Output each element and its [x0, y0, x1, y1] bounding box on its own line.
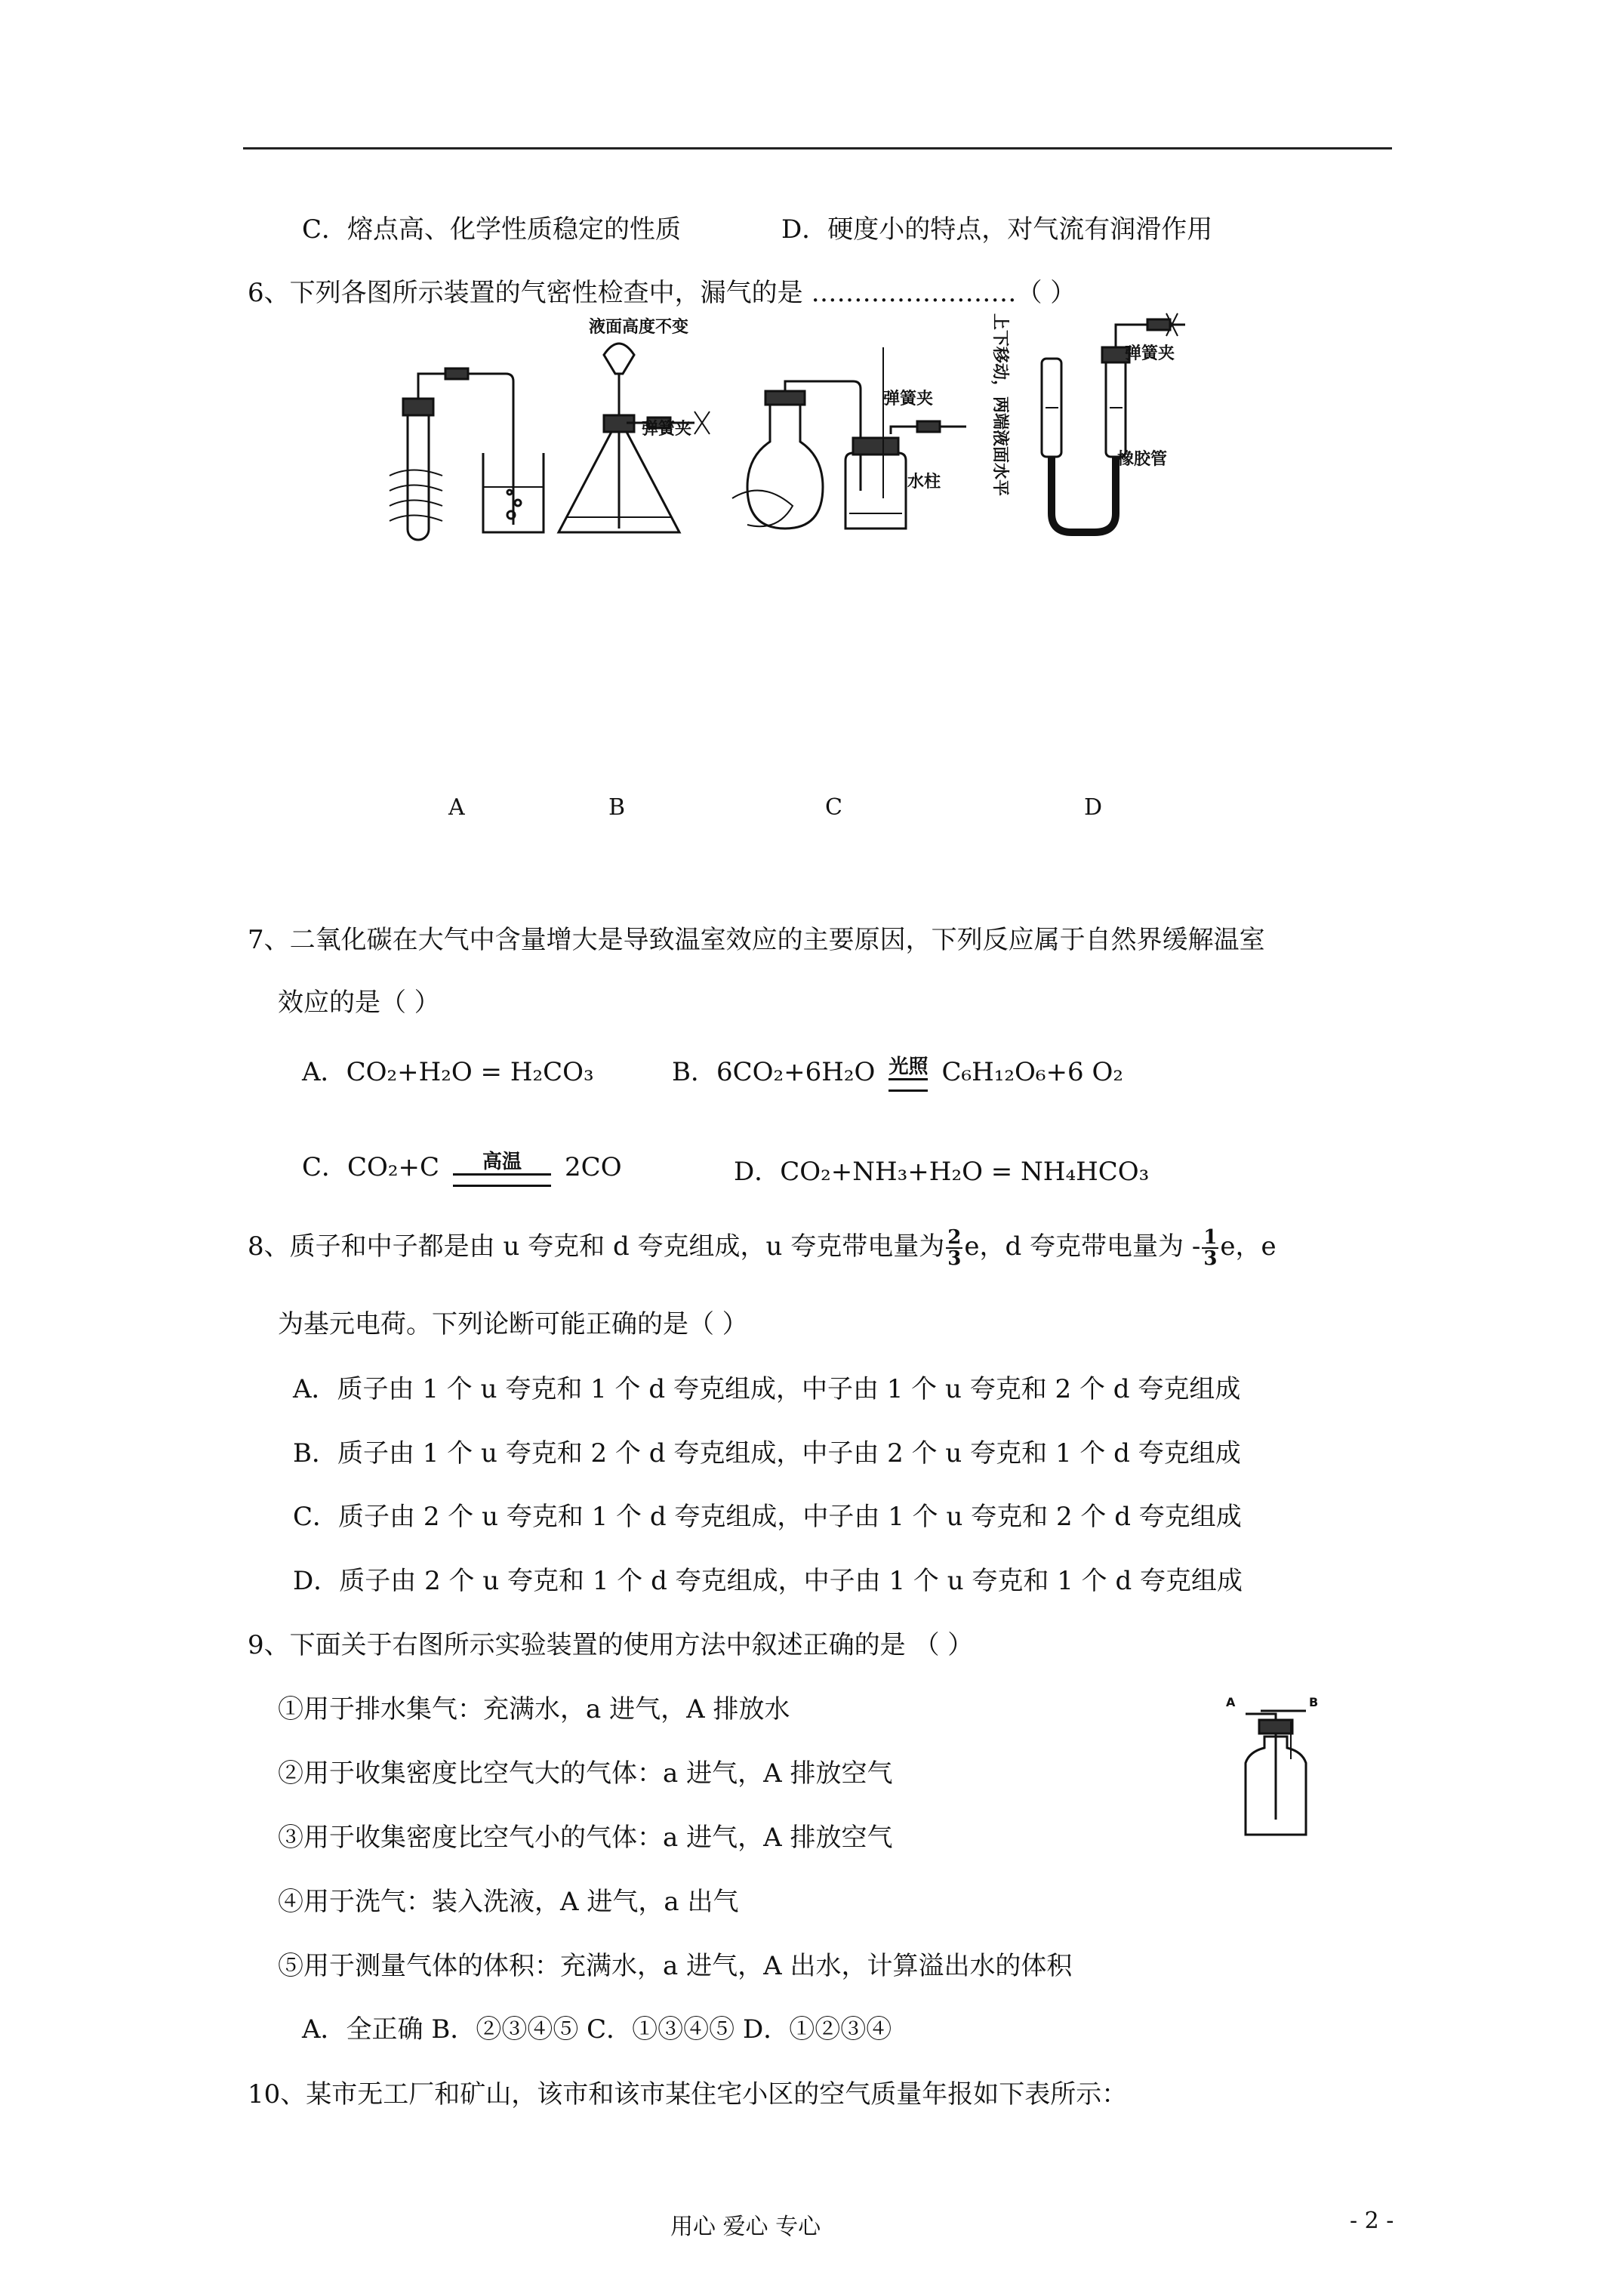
q7-a-label: A．	[302, 1057, 346, 1087]
q8-frac1-den: 3	[947, 1247, 962, 1270]
fig-label-b-clip: 弹簧夹	[642, 420, 692, 439]
q9-fig-label-b: B	[1309, 1695, 1319, 1709]
q5-option-c: C．熔点高、化学性质稳定的性质	[302, 214, 682, 245]
q8-option-d: D．质子由 2 个 u 夸克和 1 个 d 夸克组成，中子由 1 个 u 夸克和 1 个 d 夸克组成	[293, 1566, 1243, 1596]
q7-c-lhs: CO₂+C	[347, 1152, 440, 1182]
q7-c-equals-bars	[453, 1173, 551, 1187]
q7-b-cond-text: 光照	[888, 1056, 929, 1078]
q7-c-rhs: 2CO	[565, 1152, 622, 1182]
q7-option-b	[672, 1056, 1123, 1092]
q7-option-a	[302, 1056, 594, 1089]
fig-label-d-clip: 弹簧夹	[1125, 344, 1175, 363]
q7-b-condition	[888, 1056, 928, 1092]
q7-b-label: B．	[672, 1057, 716, 1087]
page-number: - 2 -	[1350, 2208, 1394, 2234]
q8-stem-a: 8、质子和中子都是由 u 夸克和 d 夸克组成，u 夸克带电量为	[248, 1231, 945, 1262]
q6-label-a: A	[448, 794, 465, 821]
q8-frac2-num: 1	[1203, 1226, 1218, 1249]
q7-option-d	[734, 1155, 1149, 1188]
q7-c-label: C．	[302, 1152, 348, 1182]
fig-label-d-side: 上下移动，两端液面水平	[990, 313, 1009, 497]
q6-label-c: C	[825, 794, 842, 821]
q6-stem: 6、下列各图所示装置的气密性检查中，漏气的是 ……………………（ ）	[248, 278, 1076, 308]
q7-c-condition	[453, 1151, 551, 1187]
q9-item-4: ④用于洗气：装入洗液，A 进气，a 出气	[278, 1887, 739, 1917]
q6-label-b: B	[608, 794, 626, 821]
apparatus-c	[732, 347, 966, 529]
q6-apparatus-figure	[362, 302, 1253, 551]
q8-option-a: A．质子由 1 个 u 夸克和 1 个 d 夸克组成，中子由 1 个 u 夸克和 2 个 d 夸克组成	[293, 1374, 1241, 1404]
q8-stem-line1	[248, 1228, 1277, 1268]
q9-fig-label-a: A	[1226, 1695, 1236, 1709]
q7-b-lhs: 6CO₂+6H₂O	[716, 1057, 876, 1087]
q7-stem-line1: 7、二氧化碳在大气中含量增大是导致温室效应的主要原因，下列反应属于自然界缓解温室	[248, 925, 1265, 955]
q7-stem-line2: 效应的是（ ）	[278, 988, 440, 1018]
q5-option-d: D．硬度小的特点，对气流有润滑作用	[781, 214, 1213, 245]
q7-b-equals-bars	[888, 1078, 928, 1092]
q10-stem: 10、某市无工厂和矿山，该市和该市某住宅小区的空气质量年报如下表所示：	[248, 2079, 1128, 2110]
q9-item-3: ③用于收集密度比空气小的气体：a 进气，A 排放空气	[278, 1823, 893, 1853]
q8-fraction-one-third	[1202, 1228, 1218, 1268]
fig-label-c-clip: 弹簧夹	[883, 390, 934, 408]
q7-b-rhs: C₆H₁₂O₆+6 O₂	[941, 1057, 1123, 1087]
q7-d-label: D．	[734, 1157, 781, 1187]
q8-stem-b: e，d 夸克带电量为 -	[964, 1231, 1201, 1262]
q8-frac2-den: 3	[1203, 1247, 1218, 1270]
q8-frac1-num: 2	[947, 1226, 962, 1249]
q6-label-d: D	[1084, 794, 1103, 821]
q8-stem-line2: 为基元电荷。下列论断可能正确的是（ ）	[278, 1309, 748, 1339]
q8-option-c: C．质子由 2 个 u 夸克和 1 个 d 夸克组成，中子由 1 个 u 夸克和 2 个 d 夸克组成	[293, 1502, 1242, 1532]
q8-option-b: B．质子由 1 个 u 夸克和 2 个 d 夸克组成，中子由 2 个 u 夸克和 1 个 d 夸克组成	[293, 1438, 1241, 1469]
apparatus-a	[390, 368, 544, 540]
fig-label-b-level: 液面高度不变	[589, 318, 689, 337]
q7-option-c	[302, 1151, 622, 1187]
q9-item-5: ⑤用于测量气体的体积：充满水，a 进气，A 出水，计算溢出水的体积	[278, 1951, 1073, 1981]
q9-stem: 9、下面关于右图所示实验装置的使用方法中叙述正确的是 （ ）	[248, 1630, 974, 1660]
q7-a-equation: CO₂+H₂O = H₂CO₃	[346, 1057, 594, 1087]
footer-motto: 用心 爱心 专心	[670, 2214, 821, 2240]
q7-d-equation: CO₂+NH₃+H₂O = NH₄HCO₃	[780, 1157, 1150, 1187]
q7-c-cond-text: 高温	[482, 1151, 522, 1173]
q9-item-2: ②用于收集密度比空气大的气体：a 进气，A 排放空气	[278, 1758, 893, 1789]
q9-item-1: ①用于排水集气：充满水，a 进气，A 排放水	[278, 1694, 790, 1724]
q9-options: A．全正确 B．②③④⑤ C．①③④⑤ D．①②③④	[302, 2014, 892, 2045]
fig-label-d-tube: 橡胶管	[1117, 450, 1168, 469]
header-rule	[243, 147, 1392, 149]
q8-stem-c: e，e	[1220, 1231, 1277, 1262]
q8-fraction-two-thirds	[946, 1228, 962, 1268]
q9-gas-bottle-figure	[1223, 1691, 1329, 1842]
fig-label-c-water: 水柱	[907, 473, 941, 492]
